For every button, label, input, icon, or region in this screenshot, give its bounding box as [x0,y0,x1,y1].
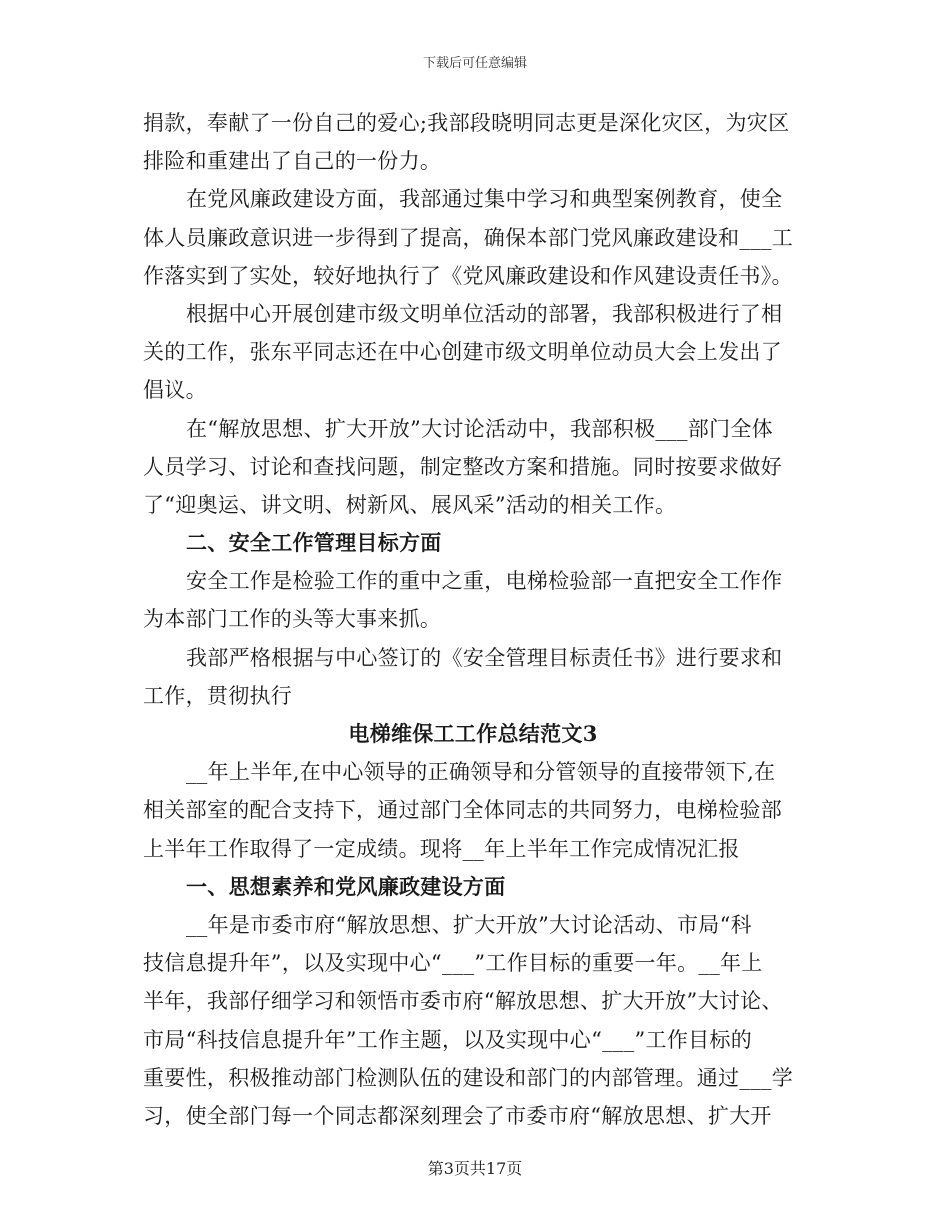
text-line: 排险和重建出了自己的一份力。 [143,149,442,174]
text-line: 工作，贯彻执行 [143,683,293,708]
page-header: 下载后可任意编辑 [422,56,527,71]
text-line: 作落实到了实处，较好地执行了《党风廉政建设和作风建设责任书》。 [143,263,793,288]
text-line: 倡议。 [143,378,207,403]
page-footer: 第3页共17页 [427,1159,523,1178]
text-line: 重要性，积极推动部门检测队伍的建设和部门的内部管理。通过___学 [143,1065,794,1090]
text-line: 体人员廉政意识进一步得到了提高，确保本部门党风廉政建设和___工 [143,225,794,250]
text-line: 在党风廉政建设方面，我部通过集中学习和典型案例教育，使全 [186,187,783,212]
section-title: 电梯维保工工作总结范文3 [348,721,598,746]
text-line: 根据中心开展创建市级文明单位活动的部署，我部积极进行了相 [186,301,783,326]
section-heading: 二、安全工作管理目标方面 [186,530,442,556]
text-line: 在“解放思想、扩大开放”大讨论活动中，我部积极___部门全体 [186,416,773,441]
text-line: 了“迎奥运、讲文明、树新风、展风采”活动的相关工作。 [143,492,677,517]
text-line: 为本部门工作的头等大事来抓。 [143,607,442,632]
document-body [143,104,803,1135]
text-line: __年上半年,在中心领导的正确领导和分管领导的直接带领下,在 [186,760,776,785]
text-line: 半年，我部仔细学习和领悟市委市府“解放思想、扩大开放”大讨论、 [143,989,783,1014]
text-line: 捐款，奉献了一份自己的爱心;我部段晓明同志更是深化灾区，为灾区 [143,111,790,135]
text-line: 技信息提升年”，以及实现中心“___”工作目标的重要一年。__年上 [143,951,763,976]
text-line: 安全工作是检验工作的重中之重，电梯检验部一直把安全工作作 [186,569,783,594]
text-line: 人员学习、讨论和查找问题，制定整改方案和措施。同时按要求做好 [143,454,782,479]
text-line: 习，使全部门每一个同志都深刻理会了市委市府“解放思想、扩大开 [143,1103,772,1128]
section-heading: 一、思想素养和党风廉政建设方面 [186,873,506,899]
text-line: 上半年工作取得了一定成绩。现将__年上半年工作完成情况汇报 [143,836,740,861]
text-line: 相关部室的配合支持下，通过部门全体同志的共同努力，电梯检验部 [143,798,782,823]
text-line: 市局“科技信息提升年”工作主题，以及实现中心“___”工作目标的 [143,1027,753,1052]
text-line: __年是市委市府“解放思想、扩大开放”大讨论活动、市局“科 [186,912,752,937]
text-line: 关的工作，张东平同志还在中心创建市级文明单位动员大会上发出了 [143,340,782,365]
text-line: 我部严格根据与中心签订的《安全管理目标责任书》进行要求和 [186,645,783,670]
